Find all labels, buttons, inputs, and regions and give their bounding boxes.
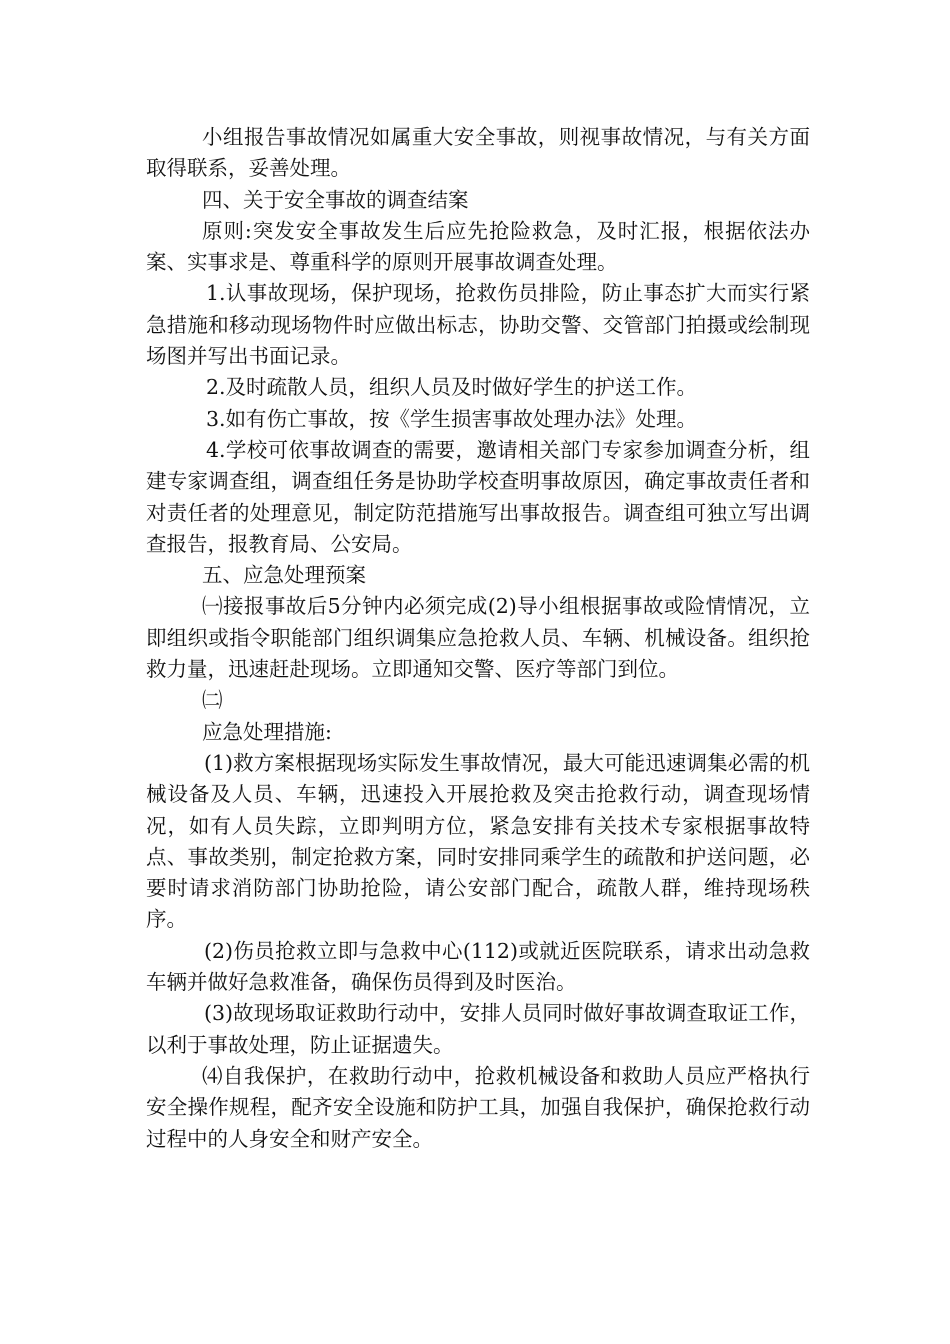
paragraph-item-3: 3.如有伤亡事故，按《学生损害事故处理办法》处理。 bbox=[206, 406, 698, 431]
paragraph-report-accident: 小组报告事故情况如属重大安全事故，则视事故情况，与有关方面取得联系，妥善处理。 bbox=[146, 125, 810, 181]
paragraph-emergency-1: ㈠接报事故后5分钟内必须完成(2)导小组根据事故或险情情况，立即组织或指令职能部门组织调集应急抢救人员、车辆、机械设备。组织抢救力量，迅速赶赴现场。立即通知交警、医疗等部门到位。 bbox=[146, 594, 810, 682]
heading-section-5: 五、应急处理预案 bbox=[202, 563, 366, 588]
paragraph-emergency-2-marker: ㈡ bbox=[202, 688, 223, 713]
paragraph-principle: 原则:突发安全事故发生后应先抢险救急，及时汇报，根据依法办案、实事求是、尊重科学的原则开展事故调查处理。 bbox=[146, 218, 810, 275]
paragraph-measure-3: (3)故现场取证救助行动中，安排人员同时做好事故调查取证工作，以利于事故处理，防止证据遗失。 bbox=[146, 1001, 810, 1057]
paragraph-item-4: 4.学校可依事故调查的需要，邀请相关部门专家参加调查分析，组建专家调查组，调查组任务是协助学校查明事故原因，确定事故责任者和对责任者的处理意见，制定防范措施写出事故报告。调查组可独立写出调查报告，报教育局、公安局。 bbox=[146, 437, 810, 556]
document-body bbox=[146, 122, 810, 1155]
paragraph-measure-4: ⑷自我保护，在救助行动中，抢救机械设备和救助人员应严格执行安全操作规程，配齐安全设施和防护工具，加强自我保护，确保抢救行动过程中的人身安全和财产安全。 bbox=[146, 1063, 810, 1151]
heading-section-4: 四、关于安全事故的调查结案 bbox=[202, 187, 469, 212]
paragraph-item-2: 2.及时疏散人员，组织人员及时做好学生的护送工作。 bbox=[206, 375, 698, 400]
paragraph-measure-1: (1)救方案根据现场实际发生事故情况，最大可能迅速调集必需的机械设备及人员、车辆，迅速投入开展抢救及突击抢救行动，调查现场情况，如有人员失踪，立即判明方位，紧急安排有关技术专家根据事故特点、事故类别，制定抢救方案，同时安排同乘学生的疏散和护送问题，必要时请求消防部门协助抢险，请公安部门配合，疏散人群，维持现场秩序。 bbox=[146, 750, 810, 932]
paragraph-measure-2: (2)伤员抢救立即与急救中心(112)或就近医院联系，请求出动急救车辆并做好急救准备，确保伤员得到及时医治。 bbox=[146, 938, 810, 995]
heading-measures: 应急处理措施: bbox=[202, 719, 332, 744]
paragraph-item-1: 1.认事故现场，保护现场，抢救伤员排险，防止事态扩大而实行紧急措施和移动现场物件时应做出标志，协助交警、交管部门拍摄或绘制现场图并写出书面记录。 bbox=[146, 281, 810, 369]
